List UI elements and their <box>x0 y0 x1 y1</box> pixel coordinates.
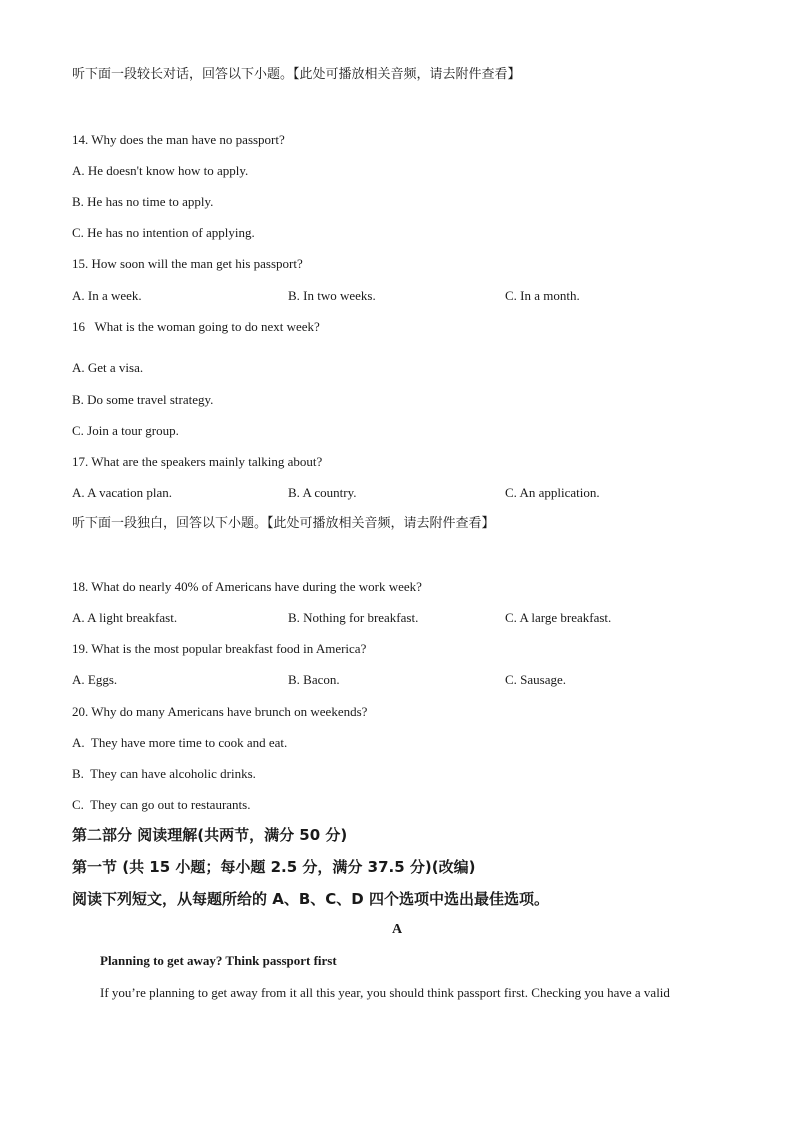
question-15-option-a: A. In a week. <box>72 288 142 303</box>
question-16-option-b: B. Do some travel strategy. <box>72 392 214 407</box>
passage-letter: A <box>391 922 403 937</box>
question-20-option-b: B. They can have alcoholic drinks. <box>72 766 256 781</box>
listening-instruction-monologue: 听下面一段独白，回答以下小题。【此处可播放相关音频，请去附件查看】 <box>72 516 495 531</box>
listening-instruction-dialogue: 听下面一段较长对话，回答以下小题。【此处可播放相关音频，请去附件查看】 <box>72 67 521 82</box>
passage-title: Planning to get away? Think passport first <box>100 953 337 968</box>
question-20-option-c: C. They can go out to restaurants. <box>72 797 251 812</box>
question-16-option-a: A. Get a visa. <box>72 360 144 375</box>
question-17-stem: 17. What are the speakers mainly talking about? <box>72 454 323 469</box>
question-19-option-b: B. Bacon. <box>288 672 340 687</box>
question-19-stem: 19. What is the most popular breakfast food in America? <box>72 641 367 656</box>
passage-text: If you’re planning to get away from it all this year, you should think passport first. Checking you have a valid <box>100 985 670 1000</box>
question-18-stem: 18. What do nearly 40% of Americans have during the work week? <box>72 579 422 594</box>
question-14-option-c: C. He has no intention of applying. <box>72 225 255 240</box>
question-20-stem: 20. Why do many Americans have brunch on weekends? <box>72 704 368 719</box>
section-1-heading: 第一节 (共 15 小题；每小题 2.5 分，满分 37.5 分)(改编) <box>72 858 476 876</box>
question-17-option-c: C. An application. <box>505 485 600 500</box>
part-2-heading: 第二部分 阅读理解(共两节，满分 50 分) <box>72 826 348 844</box>
question-14-option-b: B. He has no time to apply. <box>72 194 214 209</box>
question-15-option-b: B. In two weeks. <box>288 288 376 303</box>
question-19-option-a: A. Eggs. <box>72 672 118 687</box>
question-16-option-c: C. Join a tour group. <box>72 423 179 438</box>
question-18-option-c: C. A large breakfast. <box>505 610 612 625</box>
question-14-stem: 14. Why does the man have no passport? <box>72 132 285 147</box>
question-16-stem: 16 What is the woman going to do next week? <box>72 319 320 334</box>
reading-directions: 阅读下列短文，从每题所给的 A、B、C、D 四个选项中选出最佳选项。 <box>72 890 549 908</box>
question-14-option-a: A. He doesn't know how to apply. <box>72 163 249 178</box>
question-17-option-a: A. A vacation plan. <box>72 485 173 500</box>
question-17-option-b: B. A country. <box>288 485 357 500</box>
question-18-option-a: A. A light breakfast. <box>72 610 178 625</box>
question-15-stem: 15. How soon will the man get his passport? <box>72 256 303 271</box>
question-18-option-b: B. Nothing for breakfast. <box>288 610 419 625</box>
question-19-option-c: C. Sausage. <box>505 672 567 687</box>
question-20-option-a: A. They have more time to cook and eat. <box>72 735 288 750</box>
question-15-option-c: C. In a month. <box>505 288 580 303</box>
